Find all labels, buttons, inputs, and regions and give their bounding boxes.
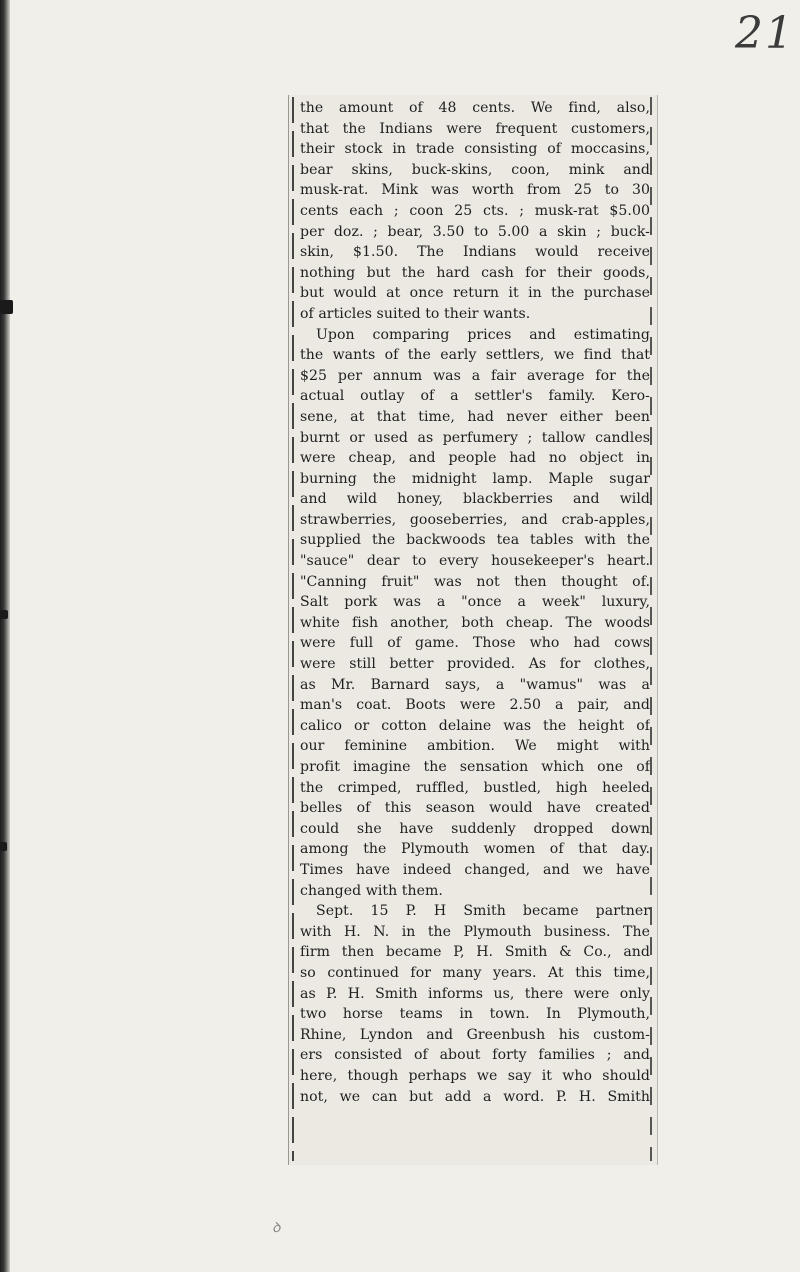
column-rule-left	[292, 97, 294, 1161]
edge-blot	[0, 610, 8, 619]
text-line: our feminine ambition. We might with	[300, 738, 650, 755]
text-line: and wild honey, blackberries and wild	[300, 491, 650, 508]
text-line: were still better provided. As for clothes,	[300, 656, 650, 673]
handwritten-page-number: 21	[735, 8, 795, 59]
text-line: among the Plymouth women of that day.	[300, 841, 650, 858]
text-line: "Canning fruit" was not then thought of.	[300, 573, 650, 590]
text-line: Salt pork was a "once a week" luxury,	[300, 594, 650, 611]
column-rule-right	[650, 97, 652, 1161]
text-line: with H. N. in the Plymouth business. The	[300, 923, 650, 940]
edge-blot	[0, 300, 13, 314]
paragraph-3	[300, 901, 650, 1107]
scan-left-edge	[0, 0, 10, 1272]
text-line: the wants of the early settlers, we find that	[300, 347, 650, 364]
text-line: cents each ; coon 25 cts. ; musk-rat $5.00	[300, 202, 650, 219]
text-line: their stock in trade consisting of moccasins,	[300, 141, 650, 158]
text-line: not, we can but add a word. P. H. Smith	[300, 1088, 650, 1105]
text-line: the crimped, ruffled, bustled, high heeled	[300, 779, 650, 796]
text-line: belles of this season would have created	[300, 800, 650, 817]
text-line: calico or cotton delaine was the height of	[300, 717, 650, 734]
text-line: so continued for many years. At this time,	[300, 964, 650, 981]
text-line: "sauce" dear to every housekeeper's heart.	[300, 553, 650, 570]
text-line: sene, at that time, had never either been	[300, 408, 650, 425]
edge-blot	[0, 842, 7, 851]
article-column	[300, 98, 650, 1107]
text-line: Sept. 15 P. H Smith became partner	[316, 903, 650, 920]
text-line: per doz. ; bear, 3.50 to 5.00 a skin ; buck-	[300, 223, 650, 240]
text-line: here, though perhaps we say it who should	[300, 1067, 650, 1084]
text-line: the amount of 48 cents. We find, also,	[300, 100, 650, 116]
text-line: profit imagine the sensation which one of	[300, 759, 650, 775]
text-line: ers consisted of about forty families ; and	[300, 1047, 650, 1064]
text-line: Upon comparing prices and estimating	[316, 326, 650, 343]
text-line: musk-rat. Mink was worth from 25 to 30	[300, 182, 650, 199]
text-line: could she have suddenly dropped down	[300, 820, 650, 837]
text-line: actual outlay of a settler's family. Kero-	[300, 388, 650, 405]
text-line: nothing but the hard cash for their goods,	[300, 264, 650, 281]
paragraph-2	[300, 325, 650, 902]
text-line: firm then became P, H. Smith & Co., and	[300, 944, 650, 961]
text-line: white fish another, both cheap. The woods	[300, 614, 650, 631]
text-line: changed with them.	[300, 882, 443, 899]
text-line: were full of game. Those who had cows	[300, 635, 650, 652]
text-line: man's coat. Boots were 2.50 a pair, and	[300, 697, 650, 714]
text-line: burnt or used as perfumery ; tallow candles	[300, 429, 650, 446]
text-line: as P. H. Smith informs us, there were only	[300, 985, 650, 1002]
text-line: strawberries, gooseberries, and crab-apples,	[300, 511, 650, 528]
text-line: supplied the backwoods tea tables with the	[300, 532, 650, 549]
text-line: as Mr. Barnard says, a "wamus" was a	[300, 676, 650, 693]
text-line: were cheap, and people had no object in	[300, 450, 650, 467]
text-line: but would at once return it in the purchase	[300, 285, 650, 302]
text-line: $25 per annum was a fair average for the	[300, 367, 650, 384]
ink-smudge: ꝺ	[272, 1220, 281, 1236]
text-line: burning the midnight lamp. Maple sugar	[300, 470, 650, 487]
text-line: skin, $1.50. The Indians would receive	[300, 244, 650, 261]
text-line: that the Indians were frequent customers,	[300, 120, 650, 137]
text-line: Times have indeed changed, and we have	[300, 861, 650, 878]
text-line: bear skins, buck-skins, coon, mink and	[300, 161, 650, 178]
text-line: of articles suited to their wants.	[300, 305, 531, 322]
paragraph-1	[300, 98, 650, 325]
text-line: two horse teams in town. In Plymouth,	[300, 1006, 650, 1023]
text-line: Rhine, Lyndon and Greenbush his custom-	[300, 1026, 650, 1043]
